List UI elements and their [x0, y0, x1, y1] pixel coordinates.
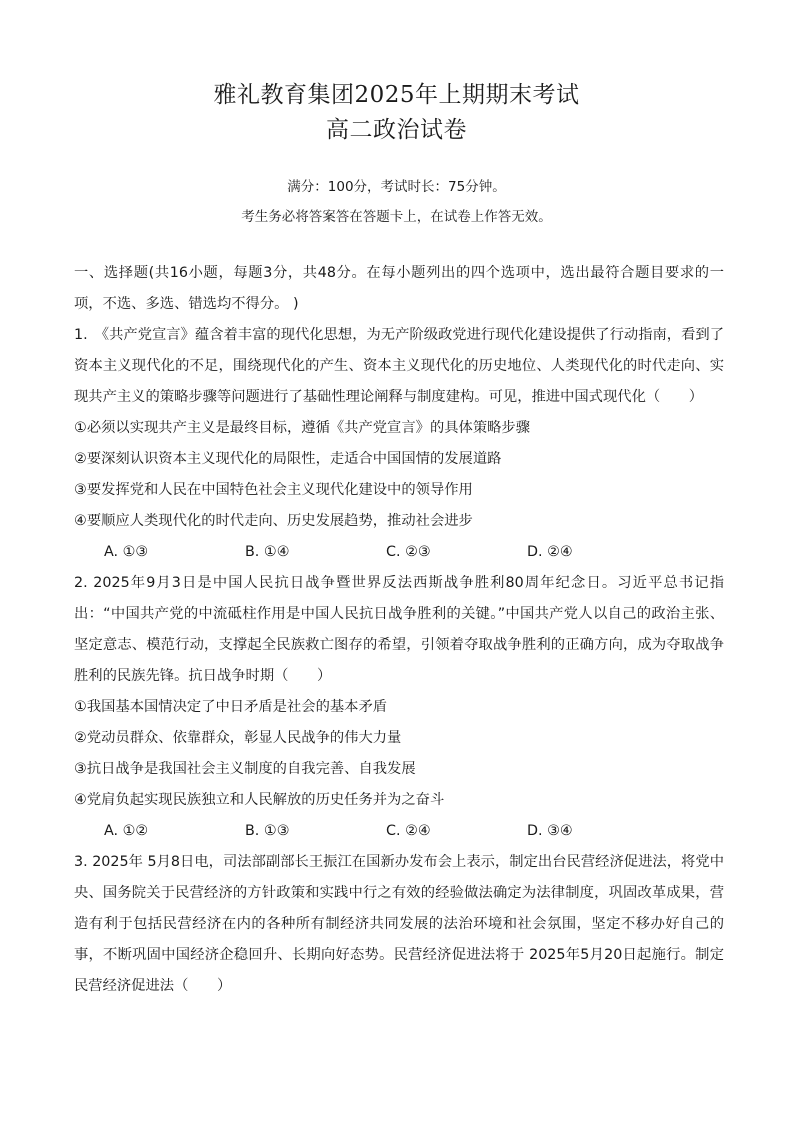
question-stem: 2. 2025年9月3日是中国人民抗日战争暨世界反法西斯战争胜利80周年纪念日。习近平总书记指出：“中国共产党的中流砥柱作用是中国人民抗日战争胜利的关键。”中国共产党人以自己的政治主张、坚定意志、模范行动，支撑起全民族救亡图存的希望，引领着夺取战争胜利的正确方向，成为夺取战争胜利的民族先锋。抗日战争时期（ ）	[74, 575, 724, 684]
choice-a: A. ①③	[104, 544, 149, 560]
statement-option: ③要发挥党和人民在中国特色社会主义现代化建设中的领导作用	[74, 482, 473, 498]
question-3	[74, 847, 724, 1002]
statement-option: ③抗日战争是我国社会主义制度的自我完善、自我发展	[74, 761, 416, 777]
statement-option: ④党肩负起实现民族独立和人民解放的历史任务并为之奋斗	[74, 792, 445, 808]
choice-c: C. ②③	[386, 544, 431, 560]
choice-d: D. ③④	[527, 823, 573, 839]
exam-subtitle: 高二政治试卷	[326, 117, 467, 143]
answer-choices	[74, 816, 724, 847]
choice-b: B. ①③	[245, 823, 290, 839]
choice-b: B. ①④	[245, 544, 290, 560]
statement-option: ②党动员群众、依靠群众，彰显人民战争的伟大力量	[74, 730, 402, 746]
exam-notice: 考生务必将答案答在答题卡上，在试卷上作答无效。	[241, 209, 552, 225]
statement-option: ②要深刻认识资本主义现代化的局限性，走适合中国国情的发展道路	[74, 451, 502, 467]
statement-option: ④要顺应人类现代化的时代走向、历史发展趋势，推动社会进步	[74, 513, 473, 529]
question-stem: 1. 《共产党宣言》蕴含着丰富的现代化思想，为无产阶级政党进行现代化建设提供了行动指南，看到了资本主义现代化的不足，围绕现代化的产生、资本主义现代化的历史地位、人类现代化的时代走向、实现共产主义的策略步骤等问题进行了基础性理论阐释与制度建构。可见，推进中国式现代化（ ）	[74, 327, 724, 405]
choice-c: C. ②④	[386, 823, 431, 839]
choice-d: D. ②④	[527, 544, 573, 560]
section-heading: 一、选择题(共16小题，每题3分，共48分。在每小题列出的四个选项中，选出最符合题目要求的一项，不选、多选、错选均不得分。 )	[74, 265, 724, 312]
question-2	[74, 568, 724, 847]
exam-title: 雅礼教育集团2025年上期期末考试	[213, 82, 580, 108]
choice-a: A. ①②	[104, 823, 149, 839]
statement-option: ①必须以实现共产主义是最终目标，遵循《共产党宣言》的具体策略步骤	[74, 420, 531, 436]
answer-choices	[74, 537, 724, 568]
score-info: 满分：100分，考试时长：75分钟。	[287, 179, 506, 195]
statement-option: ①我国基本国情决定了中日矛盾是社会的基本矛盾	[74, 699, 388, 715]
question-stem: 3. 2025年 5月8日电，司法部副部长王振江在国新办发布会上表示，制定出台民营经济促进法，将党中央、国务院关于民营经济的方针政策和实践中行之有效的经验做法确定为法律制度，巩固改革成果，营造有利于包括民营经济在内的各种所有制经济共同发展的法治环境和社会氛围，坚定不移办好自己的事，不断巩固中国经济企稳回升、长期向好态势。民营经济促进法将于 2025年5月20日起施行。制定民营经济促进法（ ）	[74, 854, 724, 994]
question-1	[74, 320, 724, 568]
exam-content	[74, 258, 724, 1002]
